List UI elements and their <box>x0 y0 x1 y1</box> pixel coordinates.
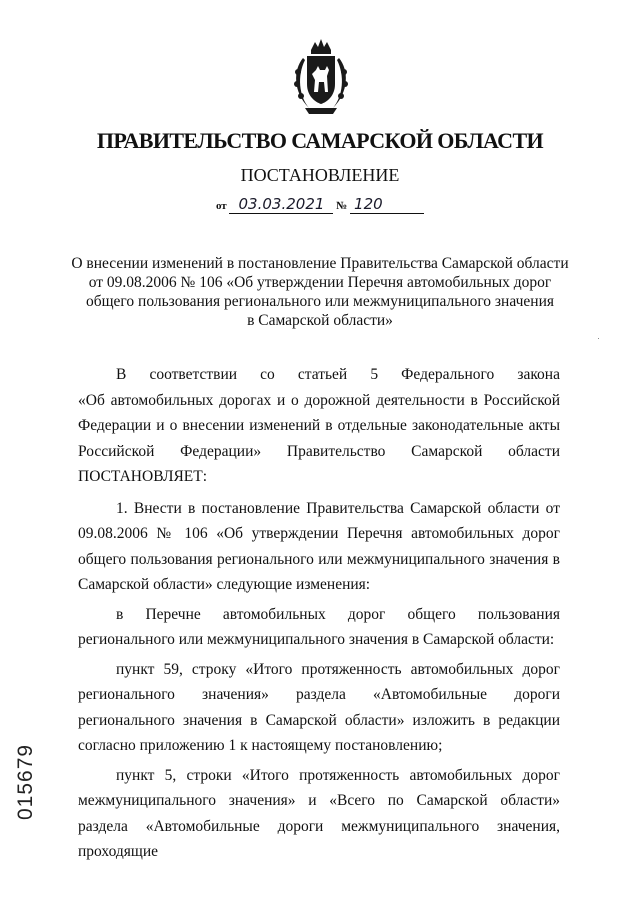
document-subject <box>60 254 580 330</box>
document-body <box>78 362 560 867</box>
date-prefix: от <box>215 200 227 212</box>
number-prefix: № <box>336 200 348 212</box>
government-title: ПРАВИТЕЛЬСТВО САМАРСКОЙ ОБЛАСТИ <box>96 128 544 153</box>
coat-of-arms-icon <box>285 36 357 116</box>
body-line: Российской Федерации» Правительство Самарской области <box>78 442 560 460</box>
document-date: 03.03.2021 <box>229 196 333 214</box>
document-number: 120 <box>350 196 424 214</box>
body-line: В соответствии со статьей 5 Федерального закона <box>116 366 560 383</box>
subject-line: общего пользования регионального или межмуниципального значения <box>85 293 554 310</box>
body-line: ПОСТАНОВЛЯЕТ: <box>78 468 208 485</box>
body-paragraph: 1. Внести в постановление Правительства Самарской области от 09.08.2006 № 106 «Об утверждении Перечня автомобильных дорог общего пользования регионального или межмуниципального значения в Самарской области» следующие изменения: <box>78 499 560 593</box>
body-line: «Об автомобильных дорогах и о дорожной деятельности в Российской <box>78 391 560 409</box>
document-type: ПОСТАНОВЛЕНИЕ <box>240 165 400 185</box>
body-paragraph: пункт 59, строку «Итого протяженность автомобильных дорог регионального значения» раздела «Автомобильные дороги регионального значения в Самарской области» изложить в редакции согласно приложению 1 к настоящему постановлению; <box>78 660 560 754</box>
subject-line: в Самарской области» <box>247 312 393 329</box>
body-paragraph: пункт 5, строки «Итого протяженность автомобильных дорог межмуниципального значения» и «Всего по Самарской области» раздела «Автомобильные дороги межмуниципального значения, проходящие <box>78 766 560 860</box>
date-number-line <box>0 196 640 214</box>
subject-line: О внесении изменений в постановление Правительства Самарской области <box>71 255 569 272</box>
subject-line: от 09.08.2006 № 106 «Об утверждении Перечня автомобильных дорог <box>88 274 552 291</box>
body-paragraph: в Перечне автомобильных дорог общего пользования регионального или межмуниципального значения в Самарской области: <box>78 605 560 648</box>
scan-speck <box>598 338 599 339</box>
margin-stamp-number: 015679 <box>14 743 37 820</box>
body-line: Федерации и о внесении изменений в отдельные законодательные акты <box>78 417 560 434</box>
